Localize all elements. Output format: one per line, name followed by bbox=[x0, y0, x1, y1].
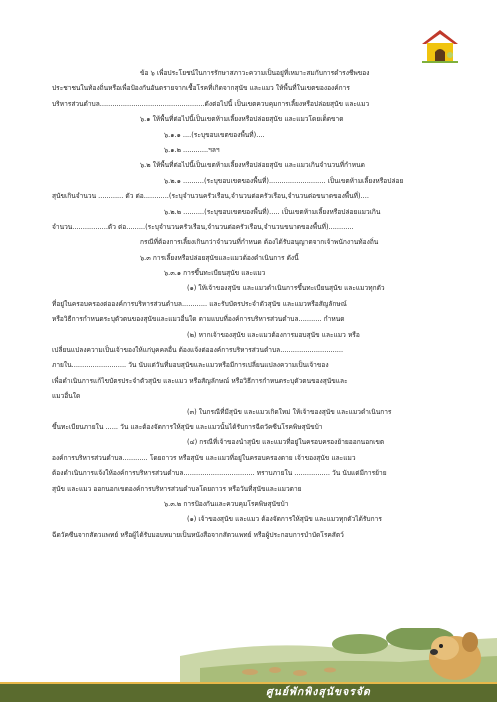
body-line: ๖.๑.๒ ............ฯลฯ bbox=[164, 145, 220, 154]
body-line: สุนัขเกินจำนวน ............ ตัว ต่อ............(ระบุจำนวนครัวเรือน,จำนวนต่อครัวเรือน,จำนวนต่อขนาดของพื้นที่).... bbox=[52, 192, 369, 201]
body-line: (๒) หากเจ้าของสุนัข และแมวต้องการมอบสุนัข และแมว หรือ bbox=[187, 330, 360, 339]
body-line: เพื่อดำเนินการแก้ไขบัตรประจำตัวสุนัข และแมว หรือสัญลักษณ์ หรือวิธีการกำหนดระบุตัวตนของสุนัขและ bbox=[52, 376, 348, 385]
body-line: บริหารส่วนตำบล..................................................ดังต่อไปนี้ เป็นเขตควบคุมการเลี้ยงหรือปล่อยสุนัข และแมว bbox=[52, 99, 370, 108]
body-line: ๖.๑ ให้พื้นที่ต่อไปนี้เป็นเขตห้ามเลี้ยงหรือปล่อยสุนัข และแมวโดยเด็ดขาด bbox=[140, 115, 344, 124]
body-line: กรณีที่ต้องการเลี้ยงเกินกว่าจำนวนที่กำหนด ต้องได้รับอนุญาตจากเจ้าพนักงานท้องถิ่น bbox=[140, 238, 379, 247]
body-line: ประชาชนในท้องถิ่นหรือเพื่อป้องกันอันตรายจากเชื้อโรคที่เกิดจากสุนัข และแมว ให้พื้นที่ในเขตขององค์การ bbox=[52, 84, 350, 93]
body-line: ต้องดำเนินการแจ้งให้องค์การบริหารส่วนตำบล.................................. ทราบภายใน ................. วัน นับแต่มีการย้าย bbox=[52, 469, 387, 478]
body-line: จำนวน.................ตัว ต่อ.........(ระบุจำนวนครัวเรือน,จำนวนต่อครัวเรือน,จำนวนขนาดของพื้นที่)............ bbox=[52, 222, 354, 231]
body-line: ขึ้นทะเบียนภายใน ...... วัน และต้องจัดการให้สุนัข และแมวนั้นได้รับการฉีดวัคซีนโรคพิษสุนัขบ้า bbox=[52, 422, 323, 431]
body-line: ภายใน.......................... วัน นับแต่วันที่มอบสุนัขและแมวหรือมีการเปลี่ยนแปลงความเป็นเจ้าของ bbox=[52, 361, 329, 370]
body-line: (๑) ให้เจ้าของสุนัข และแมวดำเนินการขึ้นทะเบียนสุนัข และแมวทุกตัว bbox=[187, 284, 385, 293]
footer-title: ศูนย์พักพิงสุนัขจรจัด bbox=[266, 686, 371, 698]
body-line: ๖.๓.๒ การป้องกันและควบคุมโรคพิษสุนัขบ้า bbox=[164, 499, 289, 508]
body-line: (๔) กรณีที่เจ้าของนำสุนัข และแมวที่อยู่ในครอบครองย้ายออกนอกเขต bbox=[187, 438, 385, 447]
dog-house-icon bbox=[420, 28, 460, 64]
footer-banner bbox=[0, 628, 497, 702]
body-line: (๑) เจ้าของสุนัข และแมว ต้องจัดการให้สุนัข และแมวทุกตัวได้รับการ bbox=[187, 515, 382, 524]
body-line: (๓) ในกรณีที่มีสุนัข และแมวเกิดใหม่ ให้เจ้าของสุนัข และแมวดำเนินการ bbox=[187, 407, 392, 416]
body-line: องค์การบริหารส่วนตำบล............ โดยถาวร หรือสุนัข และแมวที่อยู่ในครอบครองตาย เจ้าของสุนัข และแมว bbox=[52, 453, 356, 462]
body-line: เปลี่ยนแปลงความเป็นเจ้าของให้แก่บุคคลอื่น ต้องแจ้งต่อองค์การบริหารส่วนตำบล.............................. bbox=[52, 346, 344, 355]
body-line: หรือวิธีการกำหนดระบุตัวตนของสุนัขและแมวอื่นใด ตามแบบที่องค์การบริหารส่วนตำบล........... กำหนด bbox=[52, 315, 345, 324]
body-line: สุนัข และแมว ออกนอกเขตองค์การบริหารส่วนตำบลโดยถาวร หรือวันที่สุนัขและแมวตาย bbox=[52, 484, 302, 493]
body-line: ๖.๓.๑ การขึ้นทะเบียนสุนัข และแมว bbox=[164, 269, 266, 278]
body-line: ที่อยู่ในครอบครองต่อองค์การบริหารส่วนตำบล............ และรับบัตรประจำตัวสุนัข และแมวหรือสัญลักษณ์ bbox=[52, 299, 347, 308]
body-line: ๖.๒ ให้พื้นที่ต่อไปนี้เป็นเขตห้ามเลี้ยงหรือปล่อยสุนัข และแมวเกินจำนวนที่กำหนด bbox=[140, 161, 365, 170]
body-line: ข้อ ๖ เพื่อประโยชน์ในการรักษาสภาวะความเป็นอยู่ที่เหมาะสมกับการดำรงชีพของ bbox=[140, 69, 370, 77]
body-line: ๖.๒.๒ ..........(ระบุขอบเขตของพื้นที่)..... เป็นเขตห้ามเลี้ยงหรือปล่อยแมวเกิน bbox=[164, 207, 381, 216]
body-line: แมวอื่นใด bbox=[52, 392, 81, 401]
dog-icon bbox=[429, 632, 481, 680]
body-line: ฉีดวัคซีนจากสัตวแพทย์ หรือผู้ได้รับมอบหมายเป็นหนังสือจากสัตวแพทย์ หรือผู้ประกอบการบำบัดโรคสัตว์ bbox=[52, 530, 344, 539]
body-line: ๖.๓ การเลี้ยงหรือปล่อยสุนัขและแมวต้องดำเนินการ ดังนี้ bbox=[140, 253, 299, 262]
body-line: ๖.๒.๑ ..........(ระบุขอบเขตของพื้นที่)........................... เป็นเขตห้ามเลี้ยงหรือปล่อย bbox=[164, 176, 404, 185]
body-text bbox=[52, 66, 452, 543]
body-line: ๖.๑.๑ ....(ระบุขอบเขตของพื้นที่).... bbox=[164, 130, 265, 139]
